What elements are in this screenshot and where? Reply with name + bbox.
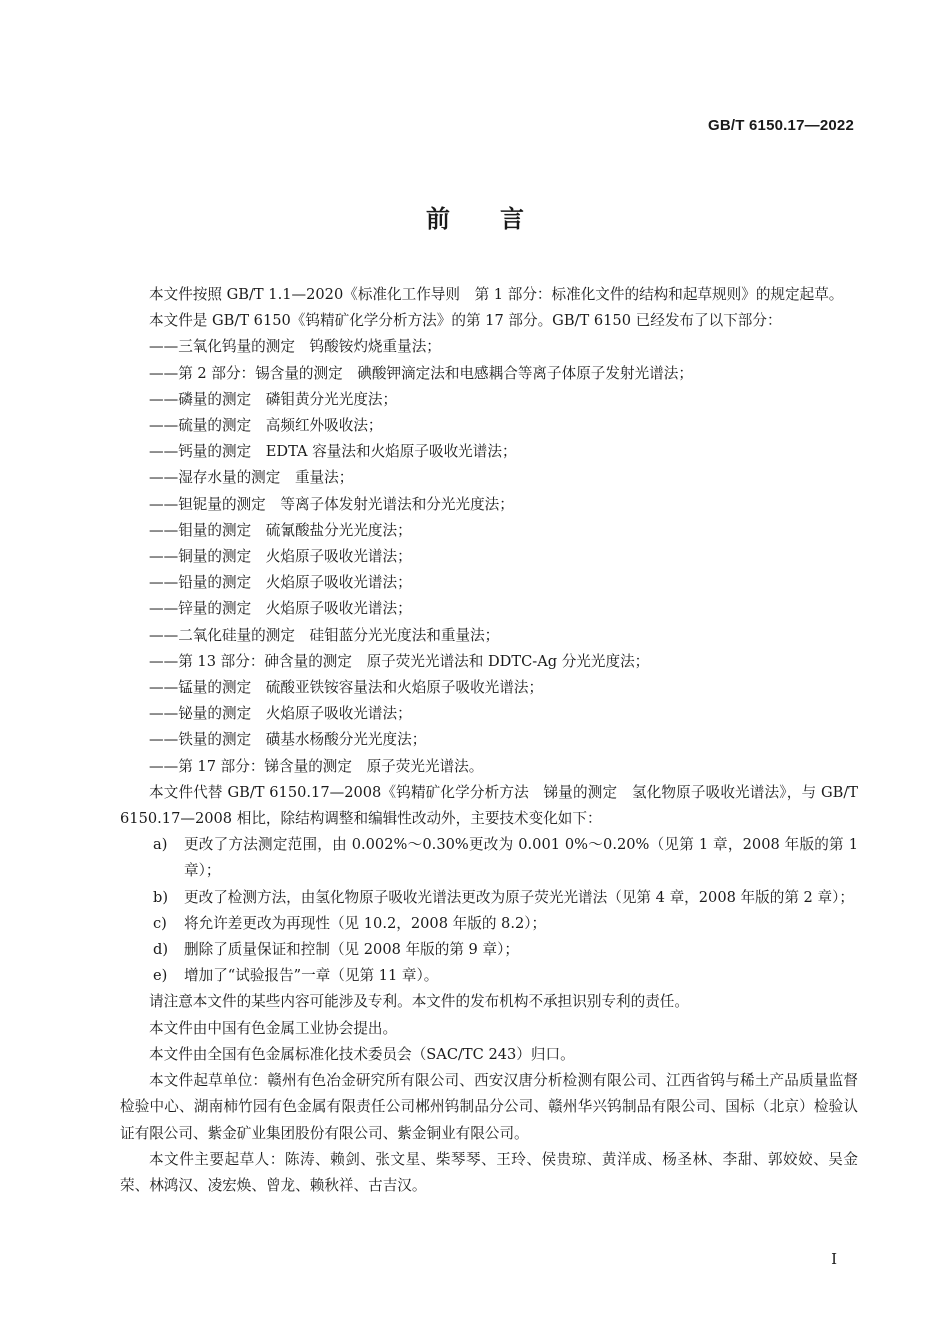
- changes-list: [120, 832, 858, 989]
- list-item: ——第 2 部分：锡含量的测定 碘酸钾滴定法和电感耦合等离子体原子发射光谱法；: [149, 364, 693, 382]
- list-item: ——二氧化硅量的测定 硅钼蓝分光光度法和重量法；: [149, 626, 500, 644]
- drafting-units: 本文件起草单位：赣州有色冶金研究所有限公司、西安汉唐分析检测有限公司、江西省钨与稀土产品质量监督检验中心、湖南柿竹园有色金属有限责任公司郴州钨制品分公司、赣州华兴钨制品有限公司、国标（北京）检验认证有限公司、紫金矿业集团股份有限公司、紫金铜业有限公司。: [120, 1072, 858, 1142]
- list-item: ——钙量的测定 EDTA 容量法和火焰原子吸收光谱法；: [149, 443, 517, 461]
- patent-notice: 请注意本文件的某些内容可能涉及专利。本文件的发布机构不承担识别专利的责任。: [149, 993, 689, 1011]
- change-label: a): [153, 836, 168, 854]
- list-item: ——磷量的测定 磷钼黄分光光度法；: [149, 390, 398, 408]
- parts-list: [120, 334, 858, 779]
- change-item: [120, 911, 858, 937]
- list-item: ——铁量的测定 磺基水杨酸分光光度法；: [149, 731, 427, 749]
- replacement-paragraph: 本文件代替 GB/T 6150.17—2008《钨精矿化学分析方法 锑量的测定 氢化物原子吸收光谱法》，与 GB/T 6150.17—2008 相比，除结构调整和编辑性改动外，主要技术变化如下：: [120, 783, 858, 828]
- proposed-by: 本文件由中国有色金属工业协会提出。: [149, 1019, 398, 1037]
- list-item: ——三氧化钨量的测定 钨酸铵灼烧重量法；: [149, 338, 441, 356]
- change-text: 更改了检测方法，由氢化物原子吸收光谱法更改为原子荧光光谱法（见第 4 章，2008 年版的第 2 章）；: [184, 888, 854, 906]
- list-item: ——铋量的测定 火焰原子吸收光谱法；: [149, 705, 412, 723]
- intro-paragraph-1: 本文件按照 GB/T 1.1—2020《标准化工作导则 第 1 部分：标准化文件的结构和起草规则》的规定起草。: [149, 286, 844, 303]
- intro-paragraph-2: 本文件是 GB/T 6150《钨精矿化学分析方法》的第 17 部分。GB/T 6150 已经发布了以下部分：: [149, 312, 782, 330]
- change-text: 删除了质量保证和控制（见 2008 年版的第 9 章）；: [184, 941, 519, 959]
- change-item: [120, 963, 858, 989]
- standard-number: GB/T 6150.17—2022: [708, 117, 854, 134]
- change-label: d): [153, 941, 169, 959]
- change-item: [120, 885, 858, 911]
- page-number: I: [831, 1250, 837, 1268]
- centralized-by: 本文件由全国有色金属标准化技术委员会（SAC/TC 243）归口。: [149, 1045, 575, 1063]
- foreword-body: [120, 282, 858, 1199]
- change-item: [120, 937, 858, 963]
- list-item: ——钽铌量的测定 等离子体发射光谱法和分光光度法；: [149, 495, 514, 513]
- drafters: 本文件主要起草人：陈涛、赖剑、张文星、柴琴琴、王玲、侯贵琼、黄洋成、杨圣林、李甜、郭姣姣、吴金荣、林鸿汉、凌宏焕、曾龙、赖秋祥、古吉汉。: [120, 1150, 858, 1194]
- list-item: ——钼量的测定 硫氰酸盐分光光度法；: [149, 521, 412, 539]
- list-item: ——锌量的测定 火焰原子吸收光谱法；: [149, 600, 412, 618]
- page-title: 前言: [426, 205, 574, 233]
- change-label: e): [153, 967, 168, 985]
- change-text: 增加了“试验报告”一章（见第 11 章）。: [184, 967, 439, 985]
- list-item: ——第 13 部分：砷含量的测定 原子荧光光谱法和 DDTC-Ag 分光光度法；: [149, 652, 650, 670]
- list-item: ——第 17 部分：锑含量的测定 原子荧光光谱法。: [149, 757, 484, 775]
- list-item: ——湿存水量的测定 重量法；: [149, 469, 354, 487]
- change-text: 更改了方法测定范围，由 0.002%～0.30%更改为 0.001 0%～0.20%（见第 1 章，2008 年版的第 1 章）；: [184, 836, 858, 880]
- list-item: ——硫量的测定 高频红外吸收法；: [149, 417, 383, 435]
- list-item: ——锰量的测定 硫酸亚铁铵容量法和火焰原子吸收光谱法；: [149, 679, 544, 697]
- list-item: ——铅量的测定 火焰原子吸收光谱法；: [149, 574, 412, 592]
- list-item: ——铜量的测定 火焰原子吸收光谱法；: [149, 548, 412, 566]
- change-label: c): [153, 914, 167, 932]
- change-label: b): [153, 888, 169, 906]
- change-item: [120, 832, 858, 884]
- change-text: 将允许差更改为再现性（见 10.2，2008 年版的 8.2）；: [184, 914, 547, 932]
